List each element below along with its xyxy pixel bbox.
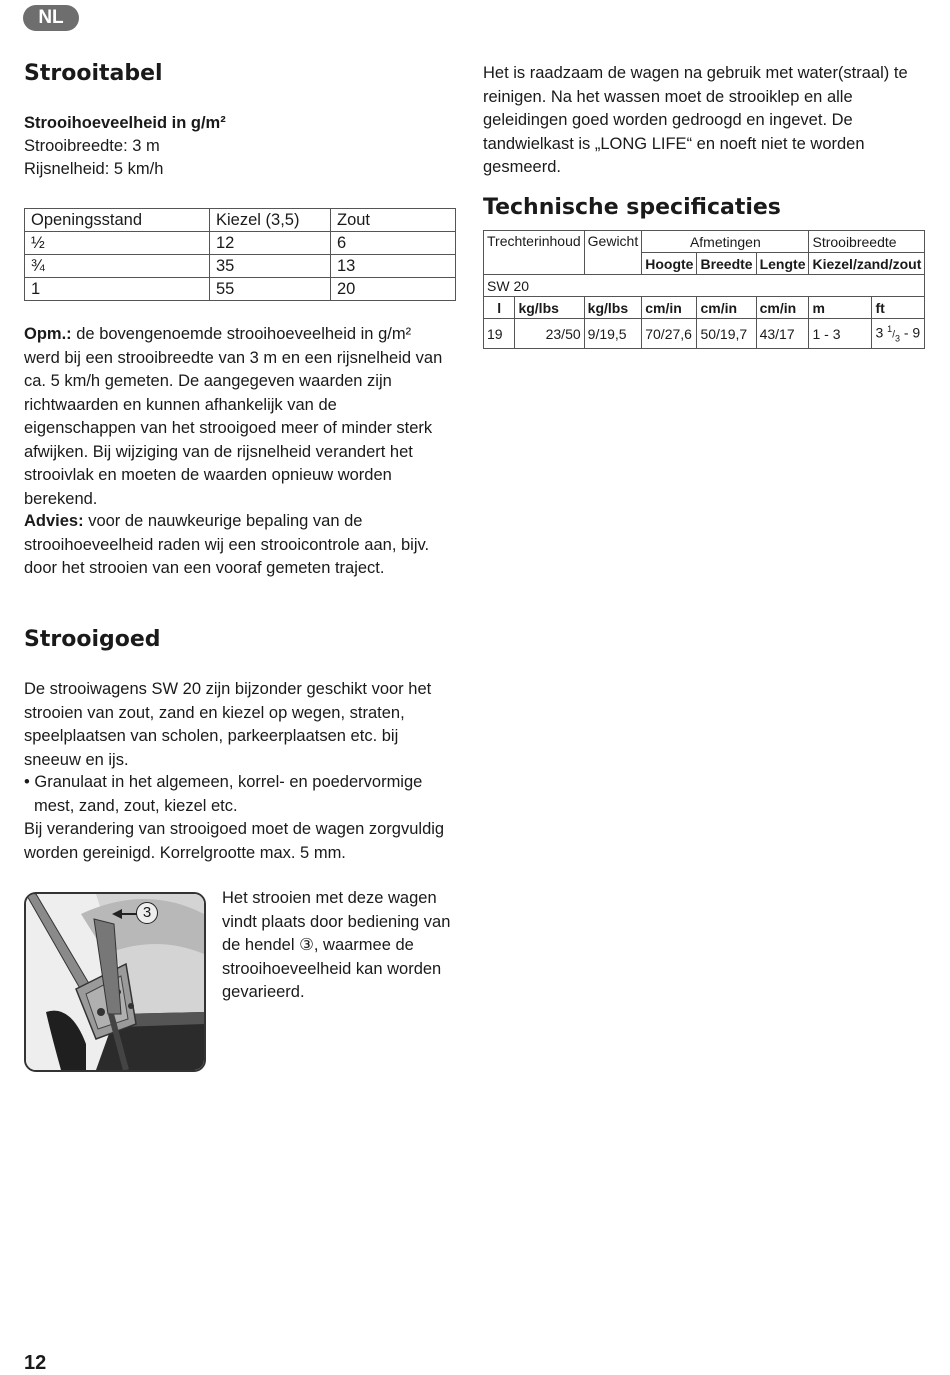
- spec-table: [483, 230, 925, 349]
- ft-fraction-numerator: 1: [887, 324, 893, 334]
- page-number: 12: [24, 1352, 47, 1374]
- value-cell: 50/19,7: [697, 319, 756, 349]
- value-cell: 43/17: [756, 319, 809, 349]
- trechterinhoud-header: Trechterinhoud: [484, 231, 585, 275]
- advies-paragraph: [24, 510, 449, 581]
- table-cell: ¾: [25, 255, 210, 278]
- strooibreedte-header: Strooibreedte: [809, 231, 925, 253]
- strooitabel-heading: Strooitabel: [24, 61, 163, 86]
- value-cell: 9/19,5: [584, 319, 642, 349]
- afmetingen-header: Afmetingen: [642, 231, 809, 253]
- ft-fraction-denominator: 3: [894, 333, 900, 344]
- value-cell: 70/27,6: [642, 319, 697, 349]
- rijsnelheid-line: Rijsnelheid: 5 km/h: [24, 160, 164, 178]
- table-cell: 1: [25, 278, 210, 301]
- gewicht-header: Gewicht: [584, 231, 642, 275]
- opm-text: de bovengenoemde strooihoeveelheid in g/m² werd bij een strooibreedte van 3 m en een rijsnelheid van ca. 5 km/h gemeten. De aangegeven waarden zijn richtwaarden en kunnen afhankelijk van de eigenschappen van het strooigoed meer of minder sterk afwijken. Bij wijziging van de rijsnelheid verandert het strooivlak en moeten de waarden opnieuw worden berekend.: [24, 325, 443, 508]
- table-header-cell: Openingsstand: [25, 209, 210, 232]
- breedte-header: Breedte: [697, 253, 756, 275]
- table-row: [25, 278, 456, 301]
- table-cell: 20: [331, 278, 456, 301]
- strooibreedte-line: Strooibreedte: 3 m: [24, 137, 160, 155]
- value-cell: 1 - 3: [809, 319, 872, 349]
- ft-value-cell: 3 $^1/_3 - 9$: [872, 319, 925, 349]
- spec-values-row: [484, 319, 925, 349]
- opm-label: Opm.:: [24, 325, 72, 343]
- unit-cell: cm/in: [756, 297, 809, 319]
- advies-text: voor de nauwkeurige bepaling van de strooihoeveelheid raden wij een strooicontrole aan, bijv. door het strooien van een vooraf gemeten traject.: [24, 512, 430, 577]
- table-header-cell: Kiezel (3,5): [210, 209, 331, 232]
- table-cell: 13: [331, 255, 456, 278]
- strooigoed-bullet: • Granulaat in het algemeen, korrel- en poedervormige mest, zand, zout, kiezel etc.: [24, 773, 423, 815]
- table-cell: 35: [210, 255, 331, 278]
- hoogte-header: Hoogte: [642, 253, 697, 275]
- opm-paragraph: [24, 323, 449, 511]
- language-badge: NL: [23, 5, 79, 31]
- unit-cell: kg/lbs: [584, 297, 642, 319]
- ft-prefix: 3: [875, 324, 888, 341]
- unit-cell: cm/in: [697, 297, 756, 319]
- lever-illustration: [24, 892, 206, 1072]
- model-cell: SW 20: [484, 275, 925, 297]
- table-header-row: [25, 209, 456, 232]
- ft-suffix: - 9: [899, 324, 921, 341]
- spec-heading: Technische specificaties: [483, 195, 781, 220]
- table-row: [25, 232, 456, 255]
- strooigoed-paragraph: De strooiwagens SW 20 zijn bijzonder geschikt voor het strooien van zout, zand en kiezel op wegen, straten, speelplaatsen van scholen, parkeerplaatsen etc. bij sneeuw en ijs.: [24, 680, 432, 769]
- advies-label: Advies:: [24, 512, 84, 530]
- strooitabel-table: [24, 208, 456, 301]
- lengte-header: Lengte: [756, 253, 809, 275]
- table-header-cell: Zout: [331, 209, 456, 232]
- table-cell: 12: [210, 232, 331, 255]
- illustration-caption: Het strooien met deze wagen vindt plaats door bediening van de hendel ③, waarmee de strooihoeveelheid kan worden gevarieerd.: [222, 889, 451, 1001]
- spec-units-row: [484, 297, 925, 319]
- strooitabel-subtitle: Strooihoeveelheid in g/m²: [24, 114, 226, 132]
- table-cell: 55: [210, 278, 331, 301]
- strooigoed-paragraph-2: Bij verandering van strooigoed moet de wagen zorgvuldig worden gereinigd. Korrelgrootte max. 5 mm.: [24, 820, 445, 862]
- cleaning-paragraph: Het is raadzaam de wagen na gebruik met water(straal) te reinigen. Na het wassen moet de strooiklep en alle geleidingen goed worden gedroogd en ingevet. De tandwielkast is „LONG LIFE“ en noeft niet te worden gesmeerd.: [483, 64, 908, 176]
- unit-cell: ft: [872, 297, 925, 319]
- unit-cell: m: [809, 297, 872, 319]
- unit-cell: kg/lbs: [515, 297, 584, 319]
- kiezel-zand-zout-header: Kiezel/zand/zout: [809, 253, 925, 275]
- spec-header-row: [484, 231, 925, 253]
- table-cell: ½: [25, 232, 210, 255]
- callout-number: 3: [136, 902, 158, 924]
- value-cell: 19: [484, 319, 515, 349]
- table-row: [25, 255, 456, 278]
- unit-cell: l: [484, 297, 515, 319]
- spec-model-row: [484, 275, 925, 297]
- table-cell: 6: [331, 232, 456, 255]
- strooigoed-heading: Strooigoed: [24, 627, 161, 652]
- unit-cell: cm/in: [642, 297, 697, 319]
- value-cell: 23/50: [515, 319, 584, 349]
- lever-drawing: [26, 894, 204, 1070]
